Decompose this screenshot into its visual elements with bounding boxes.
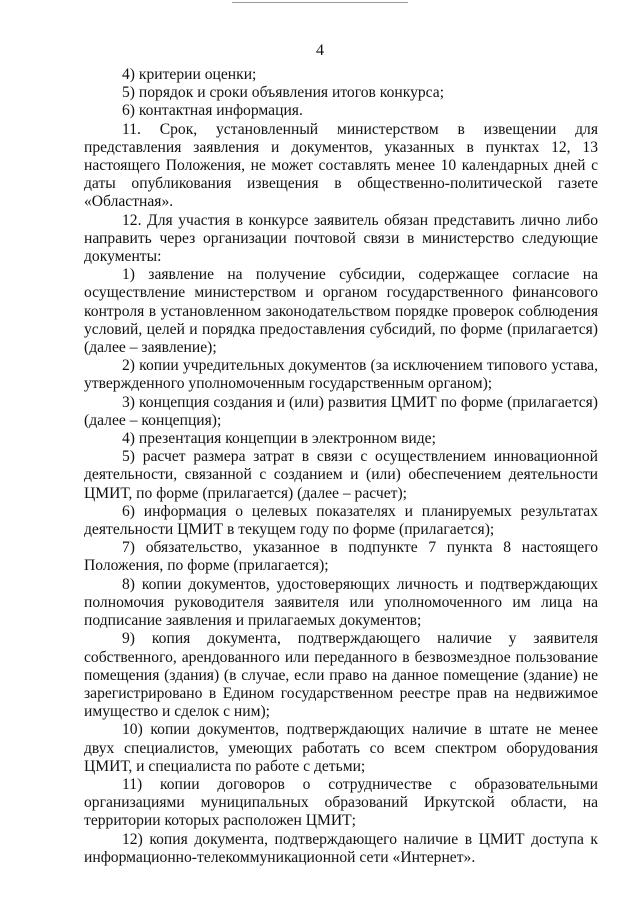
- paragraph-contact-info: 6) контактная информация.: [122, 102, 303, 120]
- list-item-concept: 3) концепция создания и (или) развития ЦМИТ по форме (прилагается) (далее – концепция);: [84, 393, 598, 429]
- page-number: 4: [316, 42, 324, 59]
- list-item-cost-calculation: 5) расчет размера затрат в связи с осуществлением инновационной деятельности, связанной с созданием и (или) обеспечением деятельности ЦМИТ, по форме (прилагается) (далее – расчет);: [84, 448, 598, 502]
- list-item-obligation: 7) обязательство, указанное в подпункте 7 пункта 8 настоящего Положения, по форме (прилагается);: [84, 539, 598, 575]
- list-item-premises-docs: 9) копия документа, подтверждающего наличие у заявителя собственного, арендованного или переданного в безвозмездное пользование помещения (здания) (в случае, если право на данное помещение (здание) не зарегистрировано в Едином государственном реестре прав на недвижимое имущество и сделок с ним);: [84, 630, 598, 721]
- list-item-cooperation-contracts: 11) копии договоров о сотрудничестве с образовательными организациями муниципальных образований Иркутской области, на территории которых расположен ЦМИТ;: [84, 775, 598, 830]
- list-item-staff-docs: 10) копии документов, подтверждающих наличие в штате не менее двух специалистов, умеющих работать со всем спектром оборудования ЦМИТ, и специалиста по работе с детьми;: [84, 721, 598, 775]
- list-item-internet-access: 12) копия документа, подтверждающего наличие в ЦМИТ доступа к информационно-телекоммуникационной сети «Интернет».: [84, 830, 598, 866]
- list-item-presentation: 4) презентация концепции в электронном виде;: [122, 430, 436, 448]
- list-item-identity-docs: 8) копии документов, удостоверяющих личность и подтверждающих полномочия руководителя заявителя или уполномоченного им лица на подписание заявления и прилагаемых документов;: [84, 575, 598, 630]
- list-item-founding-docs: 2) копии учредительных документов (за исключением типового устава, утвержденного уполномоченным государственным органом);: [84, 357, 598, 393]
- paragraph-11-deadline: 11. Срок, установленный министерством в извещении для представления заявления и документов, указанных в пунктах 12, 13 настоящего Положения, не может составлять менее 10 календарных дней с даты опубликования извещения в общественно-политической газете «Областная».: [84, 120, 598, 211]
- paragraph-criteria: 4) критерии оценки;: [122, 66, 257, 83]
- paragraph-12-participation: 12. Для участия в конкурсе заявитель обязан представить лично либо направить через организации почтовой связи в министерство следующие документы:: [84, 211, 598, 266]
- document-body: [84, 66, 598, 867]
- top-border-mark: [232, 0, 408, 3]
- list-item-application: 1) заявление на получение субсидии, содержащее согласие на осуществление министерством и органом государственного финансового контроля в установленном законодательством порядке проверок соблюдения условий, целей и порядка предоставления субсидий, по форме (прилагается) (далее – заявление);: [84, 266, 598, 357]
- list-item-target-indicators: 6) информация о целевых показателях и планируемых результатах деятельности ЦМИТ в текущем году по форме (прилагается);: [84, 502, 598, 539]
- paragraph-results-procedure: 5) порядок и сроки объявления итогов конкурса;: [122, 84, 445, 102]
